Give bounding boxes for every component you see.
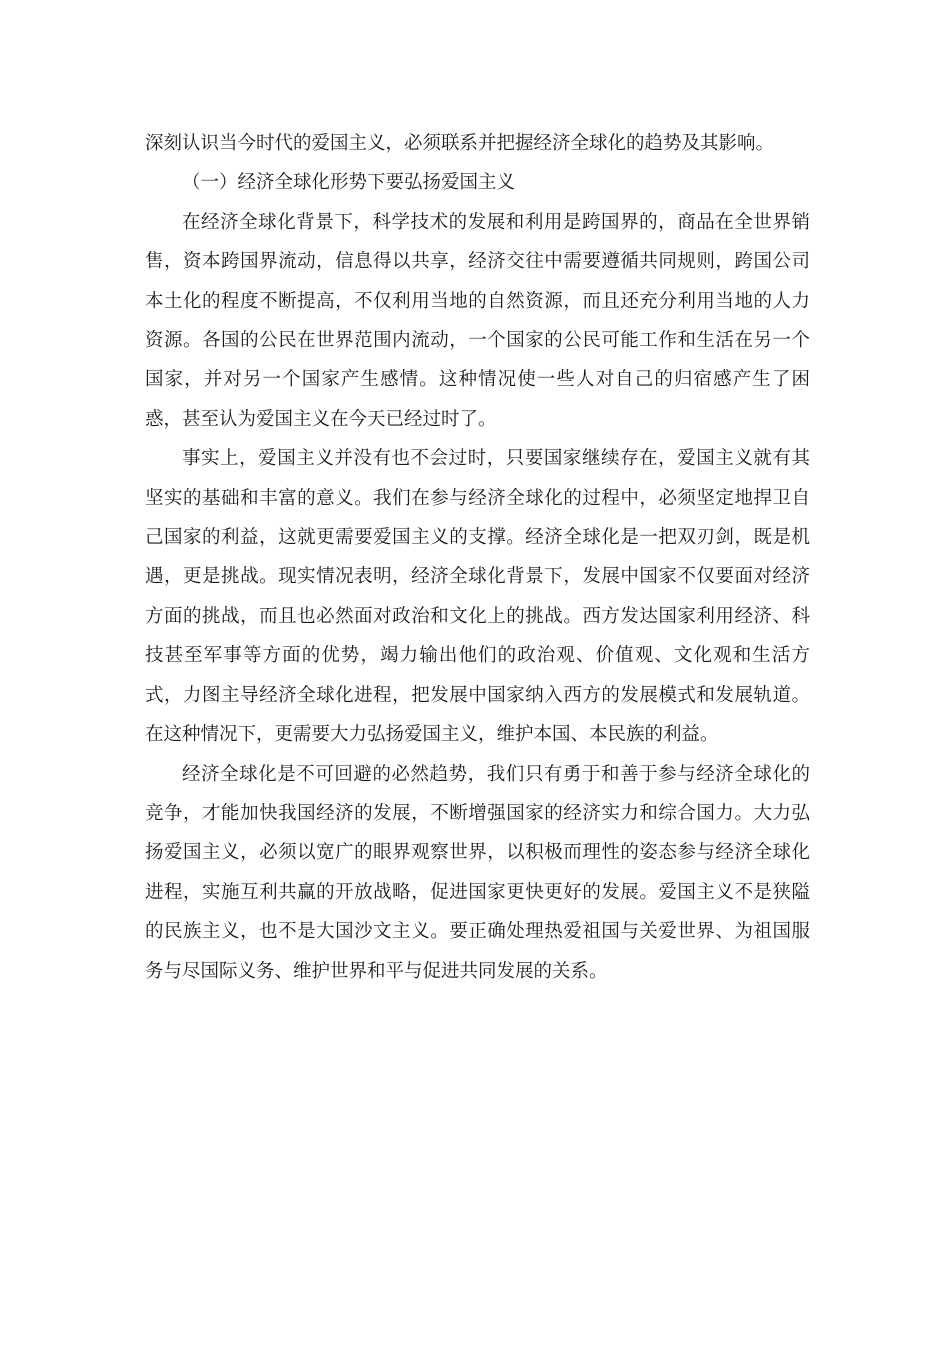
body-text [145,124,810,991]
paragraph-2: 事实上，爱国主义并没有也不会过时，只要国家继续存在，爱国主义就有其坚实的基础和丰富的意义。我们在参与经济全球化的过程中，必须坚定地捍卫自己国家的利益，这就更需要爱国主义的支撑。经济全球化是一把双刃剑，既是机遇，更是挑战。现实情况表明，经济全球化背景下，发展中国家不仅要面对经济方面的挑战，而且也必然面对政治和文化上的挑战。西方发达国家利用经济、科技甚至军事等方面的优势，竭力输出他们的政治观、价值观、文化观和生活方式，力图主导经济全球化进程，把发展中国家纳入西方的发展模式和发展轨道。在这种情况下，更需要大力弘扬爱国主义，维护本国、本民族的利益。 [145,448,810,746]
paragraph-intro: 深刻认识当今时代的爱国主义，必须联系并把握经济全球化的趋势及其影响。 [145,133,775,154]
paragraph-3: 经济全球化是不可回避的必然趋势，我们只有勇于和善于参与经济全球化的竞争，才能加快我国经济的发展，不断增强国家的经济实力和综合国力。大力弘扬爱国主义，必须以宽广的眼界观察世界，以积极而理性的姿态参与经济全球化进程，实施互利共赢的开放战略，促进国家更快更好的发展。爱国主义不是狭隘的民族主义，也不是大国沙文主义。要正确处理热爱祖国与关爱世界、为祖国服务与尽国际义务、维护世界和平与促进共同发展的关系。 [145,763,810,982]
paragraph-1: 在经济全球化背景下，科学技术的发展和利用是跨国界的，商品在全世界销售，资本跨国界流动，信息得以共享，经济交往中需要遵循共同规则，跨国公司本土化的程度不断提高，不仅利用当地的自然资源，而且还充分利用当地的人力资源。各国的公民在世界范围内流动，一个国家的公民可能工作和生活在另一个国家，并对另一个国家产生感情。这种情况使一些人对自己的归宿感产生了困惑，甚至认为爱国主义在今天已经过时了。 [145,211,810,430]
section-heading: （一）经济全球化形势下要弘扬爱国主义 [182,172,516,194]
